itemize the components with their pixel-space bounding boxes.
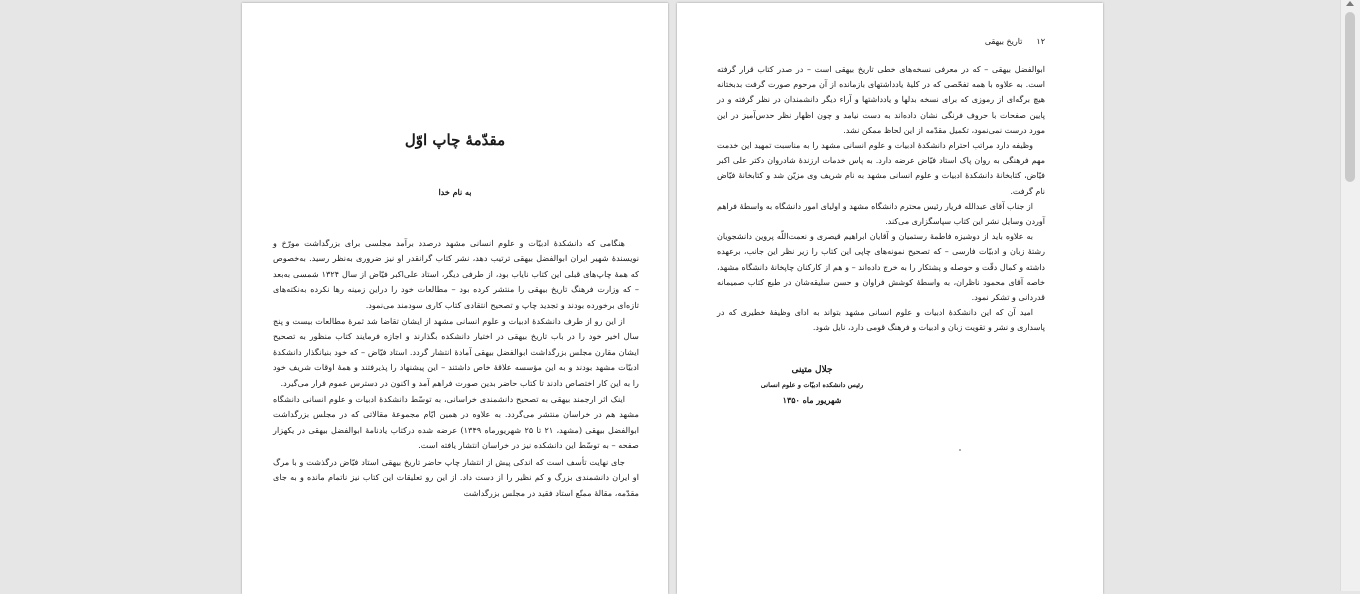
paragraph: هنگامی که دانشکدهٔ ادبیّات و علوم انسانی مشهد درصدد برآمد مجلسی برای بزرگداشت مورّخ و نویسندهٔ شهیر ایران ابوالفضل بیهقی ترتیب دهد، نشر کتاب گرانقدر او نیز ضروری به‌نظر رسید. به‌خصوص که همهٔ چاپ‌های قبلی این کتاب نایاب بود، از طرفی دیگر، استاد علی‌اکبر فیّاض از سال ۱۳۲۴ شمسی به‌بعد – که وزارت فرهنگ تاریخ بیهقی را منتشر کرده بود – مطالعات خود را دراین زمینه رها نکرده به‌نکته‌های تازه‌ای برخورده بودند و تجدید چاپ و تصحیح انتقادی کتاب کاری سودمند می‌نمود. — [273, 238, 639, 310]
paragraph: جای نهایت تأسف است که اندکی پیش از انتشار چاپ حاضر تاریخ بیهقی استاد فیّاض درگذشت و با مرگ او ایران دانشمندی بزرگ و کم نظیر را از دست داد. از این رو تعلیقات این کتاب نیز ناتمام مانده و به جای مقدّمه، مقالهٔ ممتّع استاد فقید در مجلس بزرگداشت — [273, 456, 639, 498]
running-head — [985, 37, 1045, 46]
paragraph: از این رو از طرف دانشکدهٔ ادبیات و علوم انسانی مشهد از ایشان تقاضا شد ثمرهٔ مطالعات بیست و پنج سال اخیر خود را در باب تاریخ بیهقی در اختیار دانشکده بگذارند و اجازه فرمایند کتاب منظور به تصحیح ایشان مقارن مجلس بزرگداشت ابوالفضل بیهقی آمادهٔ انتشار گردد. استاد فیّاض – که خود بنیانگذار دانشکدهٔ ادبیّات مشهد بودند و به این مؤسسه علاقهٔ خاص داشتند – این پیشنهاد را پذیرفتند و همهٔ اوقات شریف خود را به این کار اختصاص دادند تا کتاب حاضر بدین صورت فراهم آمد و اکنون در دسترس عموم قرار می‌گیرد. — [273, 316, 639, 388]
right-page-body — [717, 62, 1045, 336]
scroll-up-arrow-icon[interactable] — [1346, 1, 1354, 6]
page-left — [242, 3, 668, 594]
left-page-body — [273, 236, 639, 501]
page-title: مقدّمهٔ چاپ اوّل — [404, 131, 506, 149]
signature-name: جلال متینی — [791, 365, 833, 375]
paragraph: اینک اثر ارجمند بیهقی به تصحیح دانشمندی خراسانی، به توسّط دانشکدهٔ ادبیات و علوم انسانی دانشگاه مشهد هم در خراسان منتشر می‌گردد. به علاوه در همین ایّام مجموعهٔ مقالاتی که در مجلس بزرگداشت ابوالفضل بیهقی (مشهد، ۲۱ تا ۲۵ شهریورماه ۱۳۴۹) عرضه شده درکتاب یادنامهٔ ابوالفضل بیهقی در یکهزار صفحه – به توسّط این دانشکده نیز در خراسان انتشار یافته است. — [273, 394, 640, 451]
paragraph: ابوالفضل بیهقی – که در معرفی نسخه‌های خطی تاریخ بیهقی است – در صدر کتاب قرار گرفته است. به علاوه با همه تفحّصی که در کلیهٔ یادداشتهای بازمانده از آن مرحوم صورت گرفت بدبختانه هیچ برگه‌ای از رموزی که برای نسخه بدلها و یادداشتها و آراء دیگر دانشمندان در نظر گرفته و در پایین صفحات با حروف فرنگی نشان داده‌اند به دست نیامد و چون اظهار نظر حدس‌آمیز در این مورد درست نمی‌نمود، تکمیل مقدّمه از این لحاظ ممکن نشد. — [717, 65, 1045, 135]
vertical-scrollbar[interactable] — [1340, 0, 1360, 591]
page-number: ۱۲ — [1036, 37, 1045, 46]
paragraph: به علاوه باید از دوشیزه فاطمهٔ رستمیان و آقایان ابراهیم قیصری و نعمت‌اللّه پروین دانشجویان رشتهٔ زبان و ادبیّات فارسی – که تصحیح نمونه‌های چاپی این کتاب را زیر نظر این جانب، برعهده داشته و کمال دقّت و حوصله و پشتکار را به خرج داده‌اند – و هم از کارکنان چاپخانهٔ دانشگاه مشهد، خاصه آقای محمود ناظران، به واسطهٔ کوشش فراوان و حسن سلیقه‌شان در طبع کتاب صمیمانه قدردانی و تشکر نمود. — [717, 232, 1045, 303]
signature-role: رئیس دانشکده ادبیّات و علوم انسانی — [760, 381, 864, 389]
paragraph: امید آن که این دانشکدهٔ ادبیات و علوم انسانی مشهد بتواند به ادای وظیفهٔ خطیری که در پاسداری و نشر و تقویت زبان و ادبیات و فرهنگ قومی دارد، نایل شود. — [717, 308, 1045, 333]
paragraph: از جناب آقای عبدالله فریار رئیس محترم دانشگاه مشهد و اولیای امور دانشگاه به واسطهٔ فراهم آوردن وسایل نشر این کتاب سپاسگزاری می‌کند. — [717, 201, 1045, 227]
scrollbar-thumb[interactable] — [1345, 12, 1355, 182]
signature-block — [747, 363, 877, 408]
signature-date: شهریور ماه ۱۳۵۰ — [782, 395, 842, 405]
running-head-title: تاریخ بیهقی — [984, 37, 1023, 46]
paragraph: وظیفه دارد مراتب احترام دانشکدهٔ ادبیات و علوم انسانی مشهد را به مناسبت تمهید این خدمت مهم فرهنگی به روان پاک استاد فیّاض عرضه دارد. به پاس خدمات ارزندهٔ شادروان دکتر علی اکبر فیّاض، کتابخانهٔ دانشکدهٔ ادبیات و علوم انسانی مشهد به نام شریف وی مزیّن شد و کتابخانهٔ فیّاض نام گرفت. — [717, 141, 1045, 196]
bismillah-heading: به نام خدا — [438, 187, 472, 197]
page-mark — [959, 449, 961, 451]
page-right — [677, 3, 1103, 594]
